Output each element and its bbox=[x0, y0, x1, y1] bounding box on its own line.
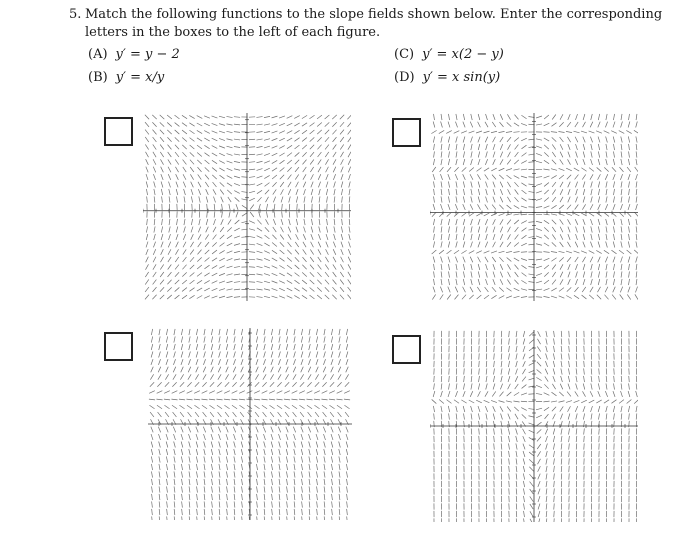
answer-box-bottom-left[interactable] bbox=[104, 332, 133, 361]
option-b-equation: y′ = x/y bbox=[115, 70, 165, 85]
option-a bbox=[88, 47, 180, 62]
option-a-equation: y′ = y − 2 bbox=[115, 47, 180, 62]
option-d bbox=[394, 70, 500, 85]
option-c bbox=[394, 47, 504, 62]
option-c-label: (C) bbox=[394, 47, 415, 62]
option-b-label: (B) bbox=[88, 70, 108, 85]
slope-field-top-right bbox=[430, 113, 638, 301]
slope-field-bottom-left bbox=[148, 328, 352, 520]
answer-box-top-right[interactable] bbox=[392, 118, 421, 147]
option-c-equation: y′ = x(2 − y) bbox=[422, 47, 504, 62]
problem-number: 5. bbox=[69, 7, 82, 22]
problem-statement bbox=[69, 6, 689, 42]
problem-text: Match the following functions to the slope fields shown below. Enter the corresponding letters in the boxes to the left of each figure. bbox=[85, 7, 663, 40]
option-a-label: (A) bbox=[88, 47, 108, 62]
option-d-equation: y′ = x sin(y) bbox=[422, 70, 501, 85]
slope-field-top-left bbox=[143, 113, 351, 301]
option-d-label: (D) bbox=[394, 70, 415, 85]
option-b bbox=[88, 70, 164, 85]
answer-box-bottom-right[interactable] bbox=[392, 335, 421, 364]
slope-field-bottom-right bbox=[430, 330, 638, 522]
answer-box-top-left[interactable] bbox=[104, 117, 133, 146]
